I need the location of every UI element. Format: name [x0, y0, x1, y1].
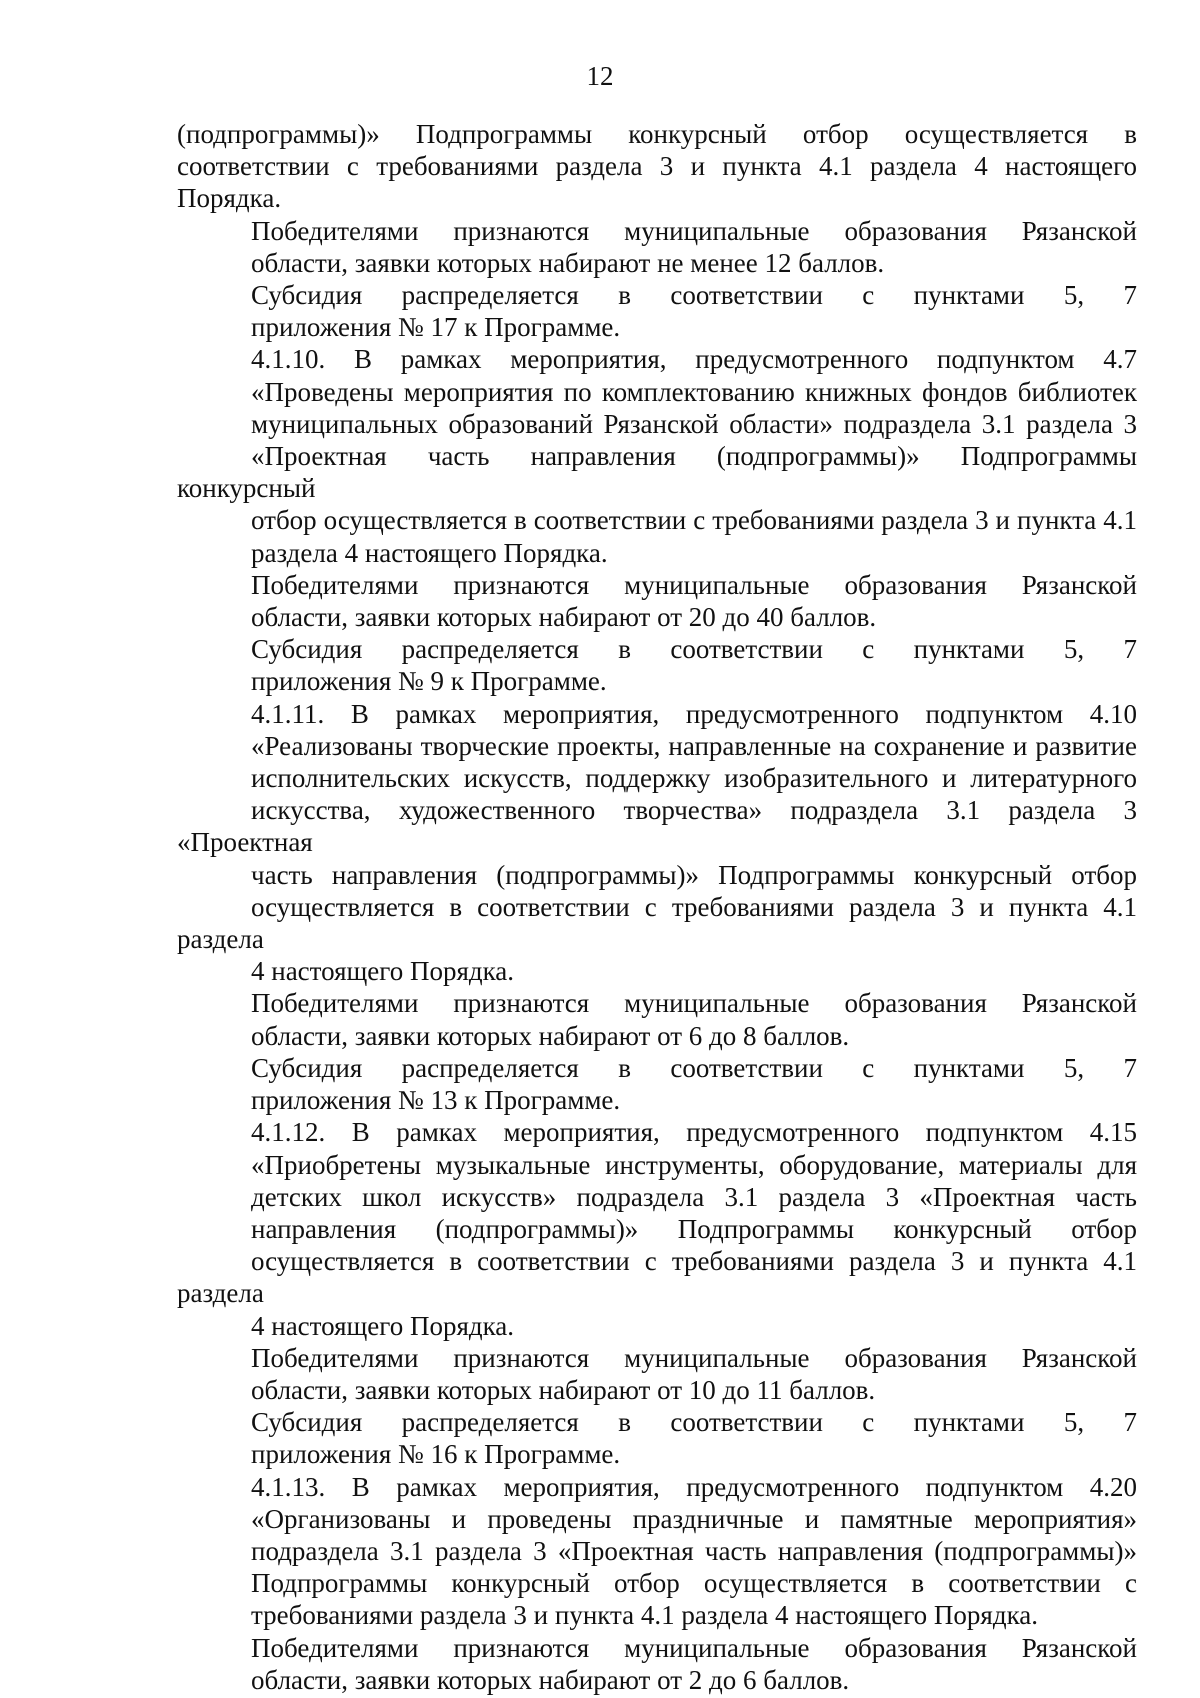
text-line: приложения № 17 к Программе.	[251, 312, 621, 343]
paragraph	[177, 698, 1137, 988]
text-line: осуществляется в соответствии с требованиями раздела 3 и пункта 4.1 раздела	[177, 1246, 1137, 1309]
text-line: приложения № 9 к Программе.	[251, 666, 607, 697]
text-line: муниципальных образований Рязанской области» подраздела 3.1 раздела 3	[251, 408, 1137, 439]
text-line: Субсидия распределяется в соответствии с пунктами 5, 7	[251, 280, 1137, 311]
paragraph	[177, 1471, 1137, 1632]
text-line: Порядка.	[177, 183, 282, 214]
paragraph	[177, 1342, 1137, 1406]
text-line: области, заявки которых набирают от 20 до 40 баллов.	[251, 602, 877, 633]
text-line: 4 настоящего Порядка.	[251, 1310, 515, 1341]
text-line: области, заявки которых набирают от 2 до 6 баллов.	[251, 1664, 850, 1695]
text-line: «Приобретены музыкальные инструменты, оборудование, материалы для	[251, 1149, 1137, 1180]
text-line: области, заявки которых набирают от 10 до 11 баллов.	[251, 1374, 876, 1405]
text-line: Субсидия распределяется в соответствии с пунктами 5, 7	[251, 1052, 1137, 1083]
text-line: 4.1.13. В рамках мероприятия, предусмотренного подпунктом 4.20	[251, 1471, 1137, 1502]
text-line: 4.1.11. В рамках мероприятия, предусмотренного подпунктом 4.10	[251, 698, 1137, 729]
text-line: (подпрограммы)» Подпрограммы конкурсный отбор осуществляется в	[177, 119, 1137, 149]
text-line: области, заявки которых набирают не менее 12 баллов.	[251, 247, 885, 278]
page-number: 12	[586, 61, 614, 91]
paragraph	[177, 1406, 1137, 1470]
text-line: 4.1.10. В рамках мероприятия, предусмотренного подпунктом 4.7	[251, 344, 1137, 375]
text-line: осуществляется в соответствии с требованиями раздела 3 и пункта 4.1 раздела	[177, 891, 1137, 955]
paragraph	[177, 987, 1137, 1051]
paragraph	[177, 1632, 1137, 1696]
text-line: исполнительских искусств, поддержку изобразительного и литературного	[251, 763, 1137, 794]
text-line: Победителями признаются муниципальные образования Рязанской	[251, 1342, 1137, 1373]
document-body	[177, 118, 1137, 1696]
text-line: приложения № 13 к Программе.	[251, 1085, 621, 1116]
paragraph	[177, 1052, 1137, 1116]
text-line: приложения № 16 к Программе.	[251, 1439, 621, 1470]
text-line: Победителями признаются муниципальные образования Рязанской	[251, 569, 1137, 600]
text-line: Победителями признаются муниципальные образования Рязанской	[251, 988, 1137, 1019]
text-line: Победителями признаются муниципальные образования Рязанской	[251, 1632, 1137, 1663]
text-line: «Реализованы творческие проекты, направленные на сохранение и развитие	[251, 730, 1137, 761]
text-line: Победителями признаются муниципальные образования Рязанской	[251, 215, 1137, 246]
text-line: области, заявки которых набирают от 6 до 8 баллов.	[251, 1020, 850, 1051]
text-line: подраздела 3.1 раздела 3 «Проектная часть направления (подпрограммы)»	[251, 1535, 1137, 1566]
paragraph	[177, 633, 1137, 697]
text-line: 4.1.12. В рамках мероприятия, предусмотренного подпунктом 4.15	[251, 1117, 1137, 1148]
paragraph	[177, 279, 1137, 343]
text-line: соответствии с требованиями раздела 3 и пункта 4.1 раздела 4 настоящего	[177, 151, 1137, 182]
paragraph	[177, 1116, 1137, 1341]
paragraph	[177, 118, 1137, 215]
paragraph	[177, 343, 1137, 568]
text-line: часть направления (подпрограммы)» Подпрограммы конкурсный отбор	[251, 859, 1137, 890]
text-line: «Проектная часть направления (подпрограммы)» Подпрограммы конкурсный	[177, 441, 1137, 504]
text-line: Субсидия распределяется в соответствии с пунктами 5, 7	[251, 1407, 1137, 1438]
text-line: отбор осуществляется в соответствии с требованиями раздела 3 и пункта 4.1	[251, 505, 1137, 536]
paragraph	[177, 215, 1137, 279]
text-line: «Проведены мероприятия по комплектованию книжных фондов библиотек	[251, 376, 1137, 407]
text-line: Субсидия распределяется в соответствии с пунктами 5, 7	[251, 634, 1137, 665]
text-line: «Организованы и проведены праздничные и памятные мероприятия»	[251, 1503, 1137, 1534]
text-line: 4 настоящего Порядка.	[251, 956, 515, 987]
text-line: Подпрограммы конкурсный отбор осуществляется в соответствии с	[251, 1568, 1137, 1599]
text-line: раздела 4 настоящего Порядка.	[251, 537, 608, 568]
paragraph	[177, 569, 1137, 633]
text-line: требованиями раздела 3 и пункта 4.1 раздела 4 настоящего Порядка.	[251, 1600, 1039, 1631]
text-line: детских школ искусств» подраздела 3.1 раздела 3 «Проектная часть	[251, 1181, 1137, 1212]
text-line: направления (подпрограммы)» Подпрограммы конкурсный отбор	[251, 1213, 1137, 1244]
text-line: искусства, художественного творчества» подраздела 3.1 раздела 3 «Проектная	[177, 795, 1137, 858]
